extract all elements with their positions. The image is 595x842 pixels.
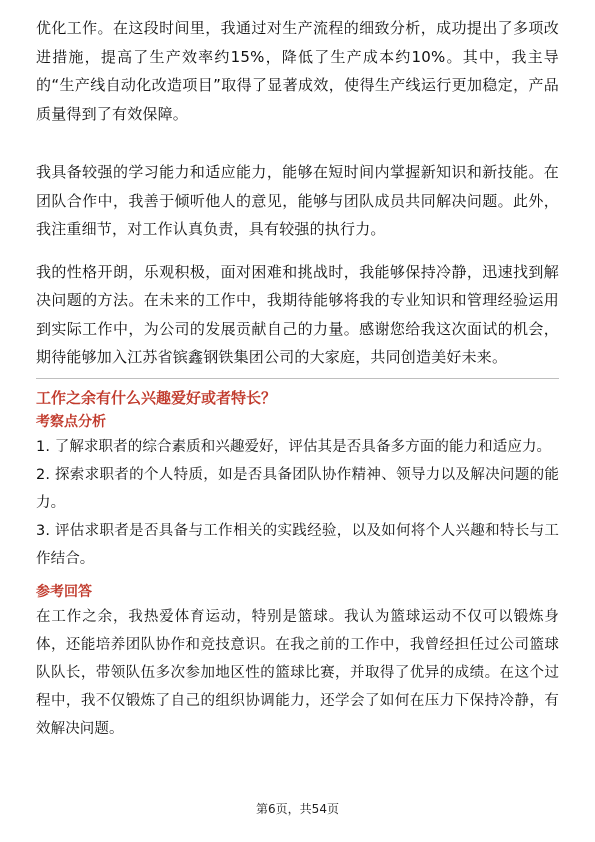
- analysis-item-2: 2. 探索求职者的个人特质，如是否具备团队协作精神、领导力以及解决问题的能力。: [36, 466, 559, 511]
- analysis-item-1: 1. 了解求职者的综合素质和兴趣爱好，评估其是否具备多方面的能力和适应力。: [36, 438, 552, 455]
- intro-paragraph-1: 优化工作。在这段时间里，我通过对生产流程的细致分析，成功提出了多项改进措施，提高了生产效率约15%，降低了生产成本约10%。其中，我主导的“生产线自动化改造项目”取得了显著成效，使得生产线运行更加稳定，产品质量得到了有效保障。: [36, 19, 559, 123]
- document-page: [36, 14, 559, 743]
- analysis-item-3: 3. 评估求职者是否具备与工作相关的实践经验，以及如何将个人兴趣和特长与工作结合。: [36, 522, 559, 567]
- answer-title: 参考回答: [36, 583, 92, 600]
- analysis-title: 考察点分析: [36, 413, 106, 430]
- intro-paragraph-2: 我具备较强的学习能力和适应能力，能够在短时间内掌握新知识和新技能。在团队合作中，我善于倾听他人的意见，能够与团队成员共同解决问题。此外，我注重细节，对工作认真负责，具有较强的执行力。: [36, 163, 559, 238]
- intro-paragraph-3: 我的性格开朗，乐观积极，面对困难和挑战时，我能够保持冷静，迅速找到解决问题的方法。在未来的工作中，我期待能够将我的专业知识和管理经验运用到实际工作中，为公司的发展贡献自己的力量。感谢您给我这次面试的机会，期待能够加入江苏省镔鑫钢铁集团公司的大家庭，共同创造美好未来。: [36, 262, 559, 366]
- answer-text: 在工作之余，我热爱体育运动，特别是篮球。我认为篮球运动不仅可以锻炼身体，还能培养团队协作和竞技意识。在我之前的工作中，我曾经担任过公司篮球队队长，带领队伍多次参加地区性的篮球比赛，并取得了优异的成绩。在这个过程中，我不仅锻炼了自己的组织协调能力，还学会了如何在压力下保持冷静，有效解决问题。: [36, 608, 559, 737]
- section-divider: [36, 378, 559, 379]
- question-title: 工作之余有什么兴趣爱好或者特长？: [36, 388, 277, 407]
- page-number: 第6页，共54页: [256, 802, 339, 816]
